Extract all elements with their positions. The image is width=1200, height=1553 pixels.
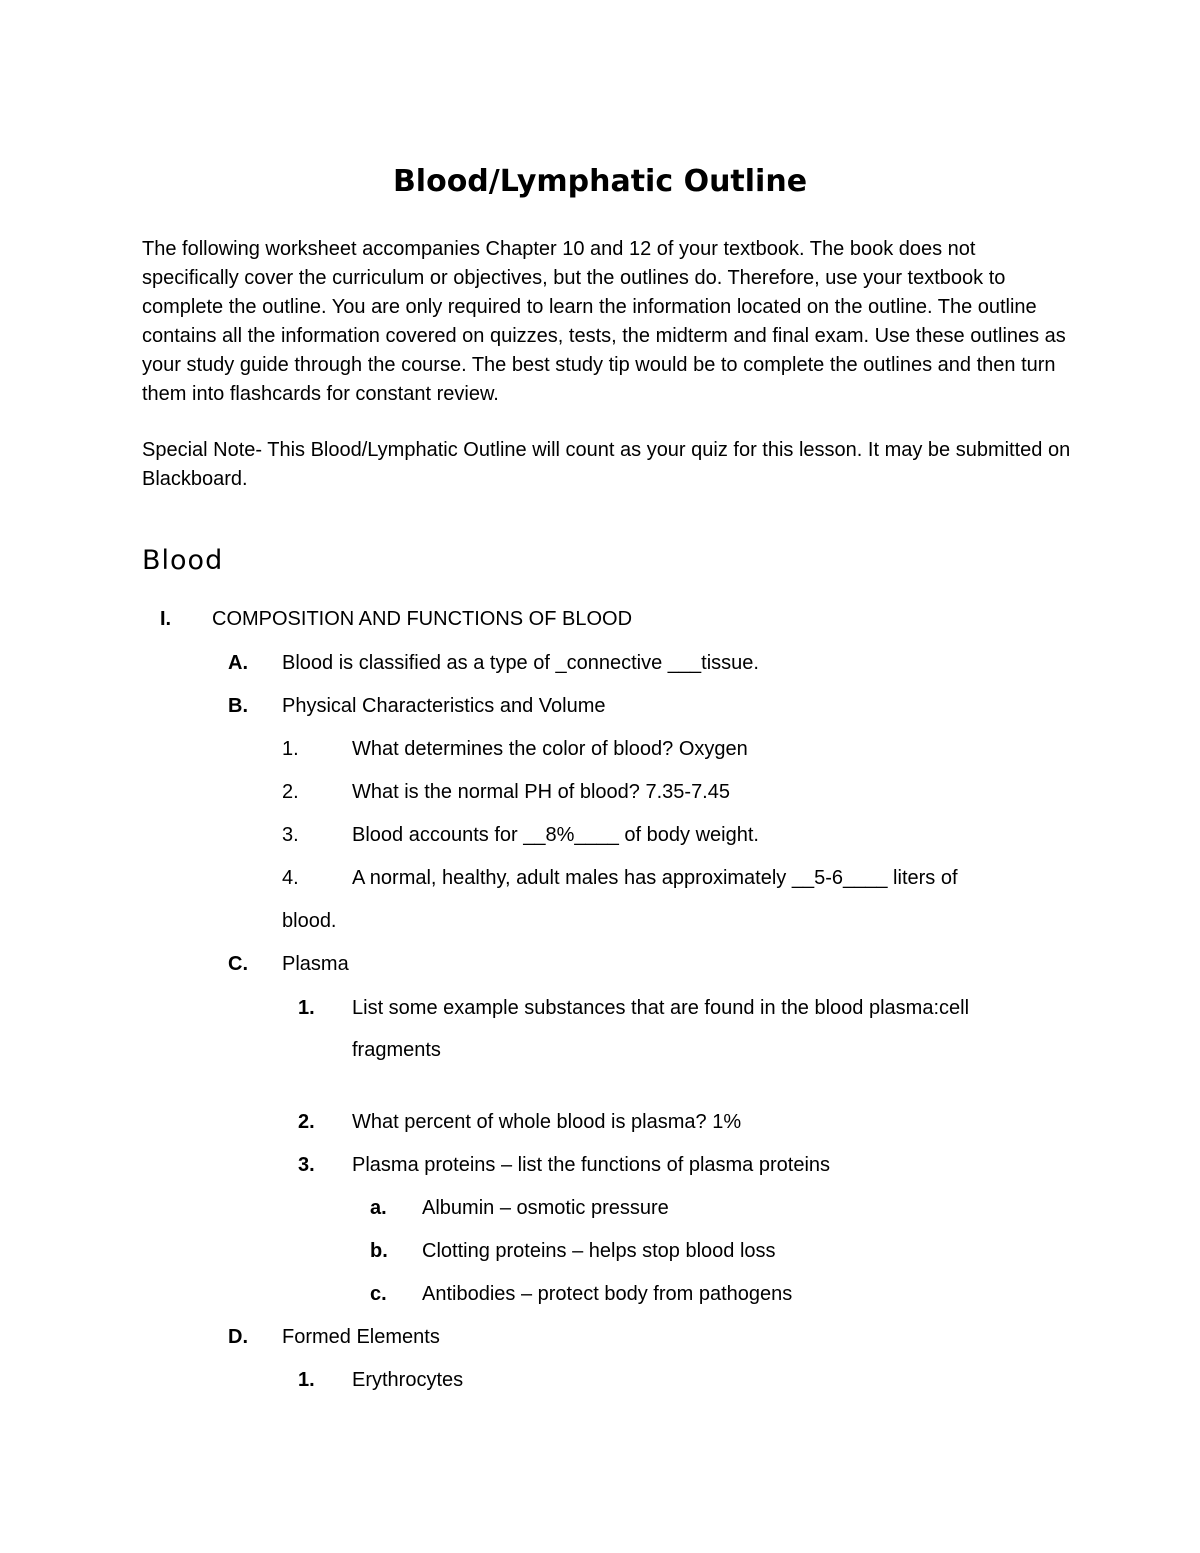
outline-continuation: blood. [282, 910, 337, 932]
outline-text: Blood accounts for __8%____ of body weight. [352, 824, 759, 846]
section-heading-blood: Blood [142, 545, 224, 576]
outline-text: What percent of whole blood is plasma? 1% [352, 1111, 742, 1133]
outline-text: Formed Elements [282, 1326, 440, 1348]
outline-text: List some example substances that are found in the blood plasma:cell [352, 997, 970, 1019]
outline-text: Antibodies – protect body from pathogens [422, 1283, 793, 1305]
outline-marker: 2. [298, 1111, 315, 1133]
outline-marker: 4. [282, 867, 299, 889]
outline-text: What is the normal PH of blood? 7.35-7.45 [352, 781, 730, 803]
outline-marker: A. [228, 652, 248, 674]
document-title: Blood/Lymphatic Outline [392, 164, 808, 199]
outline-marker: 3. [298, 1154, 315, 1176]
outline-marker: c. [370, 1283, 387, 1305]
outline-text: Plasma proteins – list the functions of plasma proteins [352, 1154, 831, 1176]
outline-marker: a. [370, 1197, 387, 1219]
intro-paragraph: The following worksheet accompanies Chapter 10 and 12 of your textbook. The book does not specifically cover the curriculum or objectives, but the outlines do. Therefore, use your textbook to complete the outline. You are only required to learn the information located on the outline. The outline contains all the information covered on quizzes, tests, the midterm and final exam. Use these outlines as your study guide through the course. The best study tip would be to complete the outlines and then turn them into flashcards for constant review. [142, 238, 1066, 405]
outline-text: COMPOSITION AND FUNCTIONS OF BLOOD [212, 608, 633, 630]
outline-marker: b. [370, 1240, 388, 1262]
outline-marker: 1. [298, 997, 315, 1019]
outline-text: A normal, healthy, adult males has approximately __5-6____ liters of [352, 867, 958, 889]
outline-marker: 1. [298, 1369, 315, 1391]
outline-text: Clotting proteins – helps stop blood loss [422, 1240, 776, 1262]
outline-marker: B. [228, 695, 248, 717]
outline-marker: C. [228, 953, 248, 975]
outline-text: Plasma [282, 953, 349, 975]
outline-text: Physical Characteristics and Volume [282, 695, 606, 717]
outline-text: Blood is classified as a type of _connective ___tissue. [282, 652, 759, 674]
special-note-paragraph: Special Note- This Blood/Lymphatic Outline will count as your quiz for this lesson. It may be submitted on Blackboard. [142, 439, 1071, 490]
outline-marker: D. [228, 1326, 248, 1348]
outline-text: Albumin – osmotic pressure [422, 1197, 669, 1219]
outline-text: What determines the color of blood? Oxygen [352, 738, 748, 760]
outline-marker: 2. [282, 781, 299, 803]
outline-marker: I. [160, 608, 172, 630]
outline-marker: 1. [282, 738, 299, 760]
outline-text: Erythrocytes [352, 1369, 464, 1391]
outline-marker: 3. [282, 824, 299, 846]
outline-continuation: fragments [352, 1039, 441, 1061]
